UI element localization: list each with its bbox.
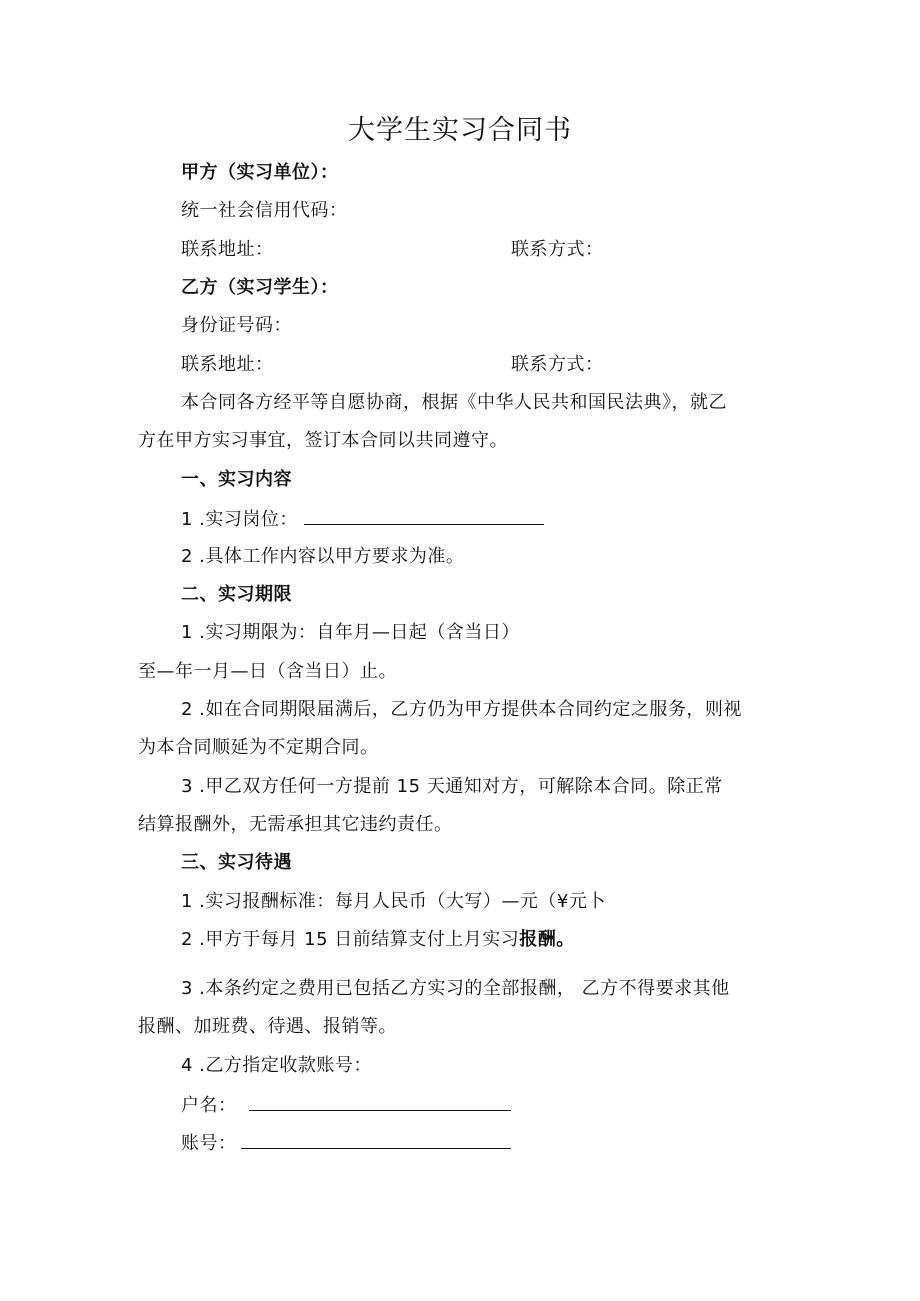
account-number-row bbox=[181, 1130, 511, 1156]
section-3-heading: 三、实习待遇 bbox=[181, 852, 292, 873]
section-1-heading: 一、实习内容 bbox=[181, 469, 292, 490]
party-b-address-label: 联系地址： bbox=[181, 354, 274, 375]
internship-position-label: 1 .实习岗位： bbox=[181, 509, 298, 530]
party-b-id-label: 身份证号码： bbox=[181, 315, 292, 336]
section-3-item-4: 4 .乙方指定收款账号： bbox=[181, 1055, 372, 1076]
party-b-contact-label: 联系方式： bbox=[511, 354, 604, 375]
party-a-address-label: 联系地址： bbox=[181, 239, 274, 260]
account-number-blank bbox=[241, 1130, 511, 1149]
party-a-heading: 甲方（实习单位）： bbox=[181, 162, 339, 183]
section-1-item-2: 2 .具体工作内容以甲方要求为准。 bbox=[181, 546, 465, 567]
account-name-label: 户名： bbox=[181, 1095, 237, 1116]
section-2-item-3-line-1: 3 .甲乙双方任何一方提前 15 天通知对方，可解除本合同。除正常 bbox=[181, 776, 723, 797]
section-2-item-1-line-2: 至—年一月—日（含当日）止。 bbox=[138, 661, 397, 682]
internship-position-blank bbox=[304, 506, 544, 525]
section-3-item-2 bbox=[181, 928, 575, 952]
section-2-item-2-line-1: 2 .如在合同期限届满后，乙方仍为甲方提供本合同约定之服务，则视 bbox=[181, 699, 742, 720]
section-2-item-1-line-1: 1 .实习期限为：自年月—日起（含当日） bbox=[181, 622, 520, 643]
section-3-item-1: 1 .实习报酬标准：每月人民币（大写）—元（¥元卜 bbox=[181, 891, 606, 912]
section-3-item-2-bold: 报酬。 bbox=[519, 929, 575, 950]
intro-line-2: 方在甲方实习事宜，签订本合同以共同遵守。 bbox=[138, 430, 508, 451]
document-title: 大学生实习合同书 bbox=[348, 115, 572, 146]
section-2-item-3-line-2: 结算报酬外，无需承担其它违约责任。 bbox=[138, 814, 453, 835]
section-3-item-2-text: 2 .甲方于每月 15 日前结算支付上月实习 bbox=[181, 929, 520, 950]
section-3-item-3-line-1: 3 .本条约定之费用已包括乙方实习的全部报酬， 乙方不得要求其他 bbox=[181, 978, 730, 999]
intro-line-1: 本合同各方经平等自愿协商，根据《中华人民共和国民法典》，就乙 bbox=[181, 392, 727, 413]
party-a-contact-label: 联系方式： bbox=[511, 239, 604, 260]
account-name-blank bbox=[249, 1092, 511, 1111]
section-2-heading: 二、实习期限 bbox=[181, 584, 292, 605]
section-1-item-1 bbox=[181, 506, 544, 532]
account-number-label: 账号： bbox=[181, 1133, 237, 1154]
section-3-item-3-line-2: 报酬、加班费、待遇、报销等。 bbox=[138, 1016, 397, 1037]
party-a-credit-code-label: 统一社会信用代码： bbox=[181, 200, 348, 221]
party-b-heading: 乙方（实习学生）： bbox=[181, 277, 339, 298]
account-name-row bbox=[181, 1092, 511, 1118]
section-2-item-2-line-2: 为本合同顺延为不定期合同。 bbox=[138, 737, 379, 758]
